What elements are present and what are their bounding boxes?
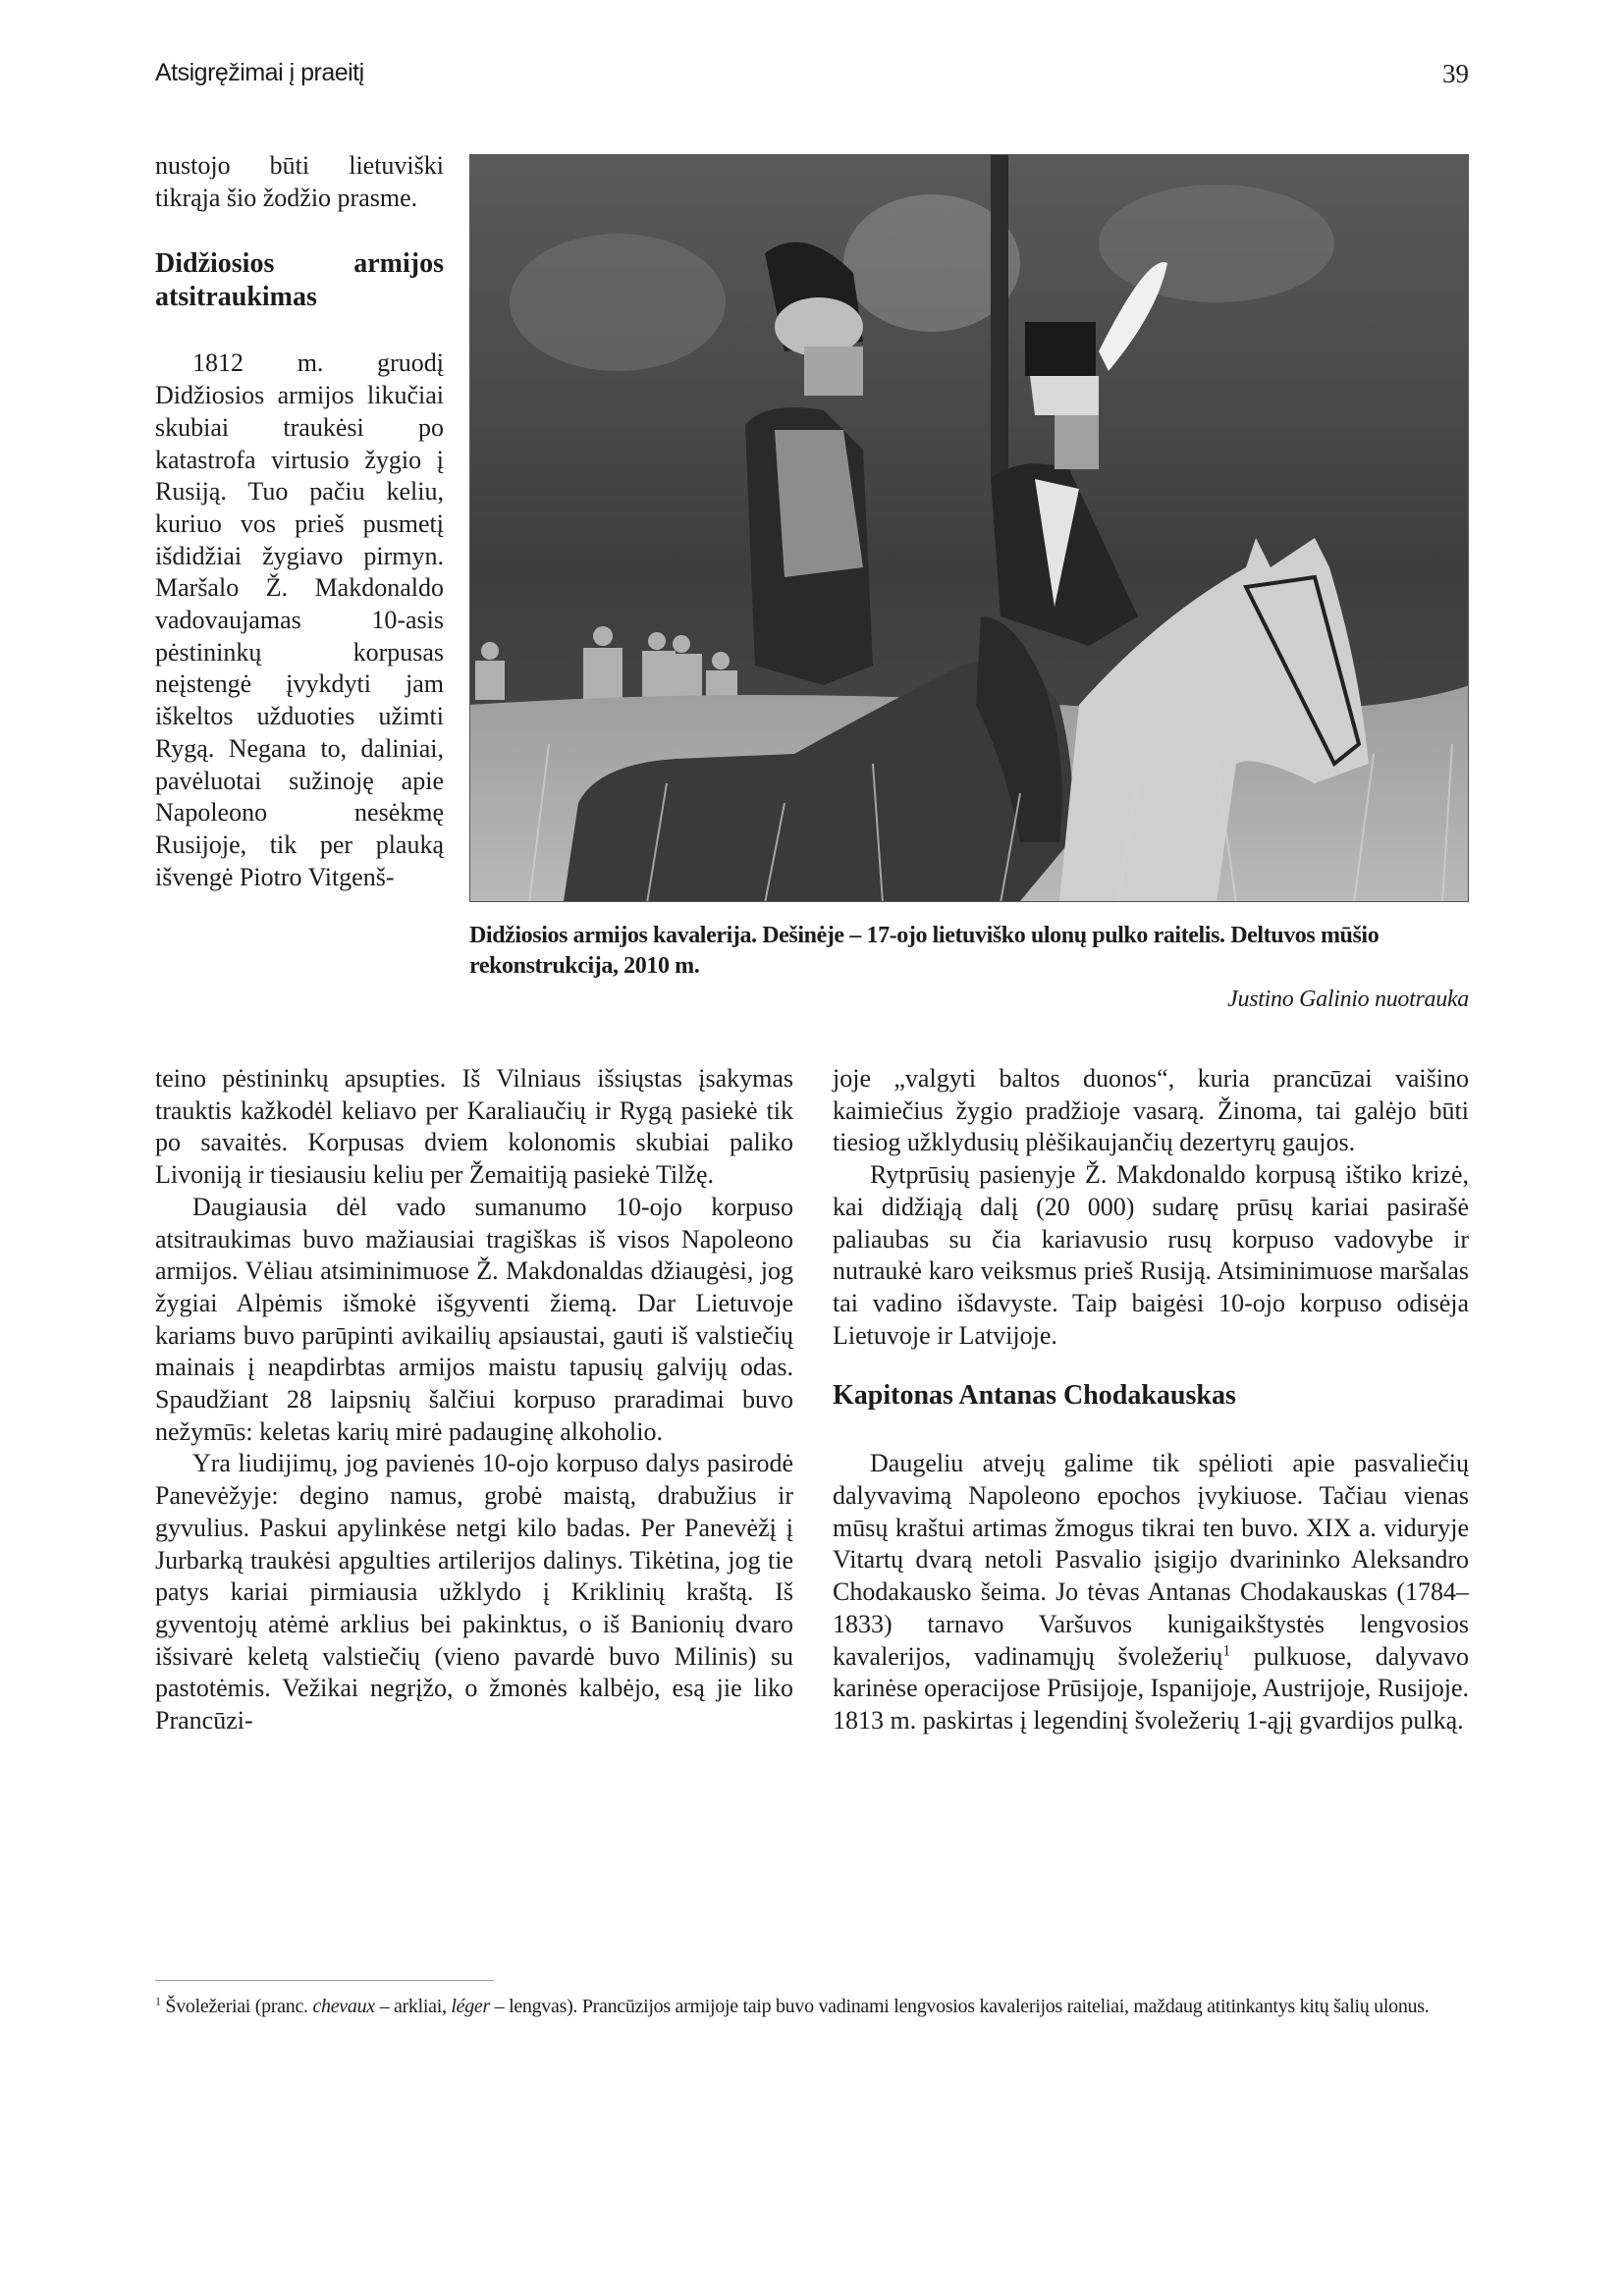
left-column — [155, 1063, 793, 1737]
footnote-marker: 1 — [155, 1994, 161, 2008]
retreat-paragraph-1-continued: teino pėstininkų apsupties. Iš Vilniaus išsiųstas įsakymas trauktis kažkodėl keliavo per Karaliaučių ir Rygą pasiekė tik po savaitės. Korpusas dviem kolonomis skubiai paliko Livoniją ir tiesiausiu keliu per Žemaitiją pasiekė Tilžę. — [155, 1064, 793, 1190]
retreat-paragraph-4: Rytprūsių pasienyje Ž. Makdonaldo korpusą ištiko krizė, kai didžiąją dalį (20 000) sudarę prūsų kariai pasirašė paliaubas su čia kariavusio rusų korpuso vadovybe ir nutraukė karo veiksmus prieš Rusiją. Atsiminimuose maršalas tai vadino išdavyste. Taip baigėsi 10-ojo korpuso odisėja Lietuvoje ir Latvijoje. — [833, 1160, 1469, 1350]
chodakauskas-paragraph-1: Daugeliu atvejų galime tik spėlioti apie pasvaliečių dalyvavimą Napoleono epochos įvykiuose. Tačiau vienas mūsų kraštui artimas žmogus tikrai ten buvo. XIX a. viduryje Vitartų dvarą netoli Pasvalio įsigijo dvarininko Aleksandro Chodakausko šeima. Jo tėvas Antanas Chodakauskas (1784–1833) tarnavo Varšuvos kunigaikštystės lengvosios kavalerijos, vadinamųjų švoležerių$^1$ pulkuose, dalyvavo karinėse operacijose Prūsijoje, Ispanijoje, Austrijoje, Rusijoje. 1813 m. paskirtas į legendinį švoležerių 1-ąjį gvardijos pulką. — [833, 1449, 1469, 1735]
page-number: 39 — [1442, 59, 1469, 88]
narrow-column — [155, 150, 444, 893]
section-heading-retreat-line2: atsitraukimas — [155, 282, 317, 313]
right-column — [833, 1063, 1469, 1737]
photo-credit: Justino Galinio nuotrauka — [1227, 987, 1469, 1012]
retreat-paragraph-1: 1812 m. gruodį Didžiosios armijos likučiai skubiai traukėsi po katastrofa virtusio žygio į Rusiją. Tuo pačiu keliu, kuriuo vos prieš pusmetį išdidžiai žygiavo pirmyn. Maršalo Ž. Makdonaldo vadovaujamas 10-asis pėstininkų korpusas neįstengė įvykdyti jam iškeltos užduoties užimti Rygą. Negana to, daliniai, pavėluotai sužinoję apie Napoleono nesėkmę Rusijoje, tik per plauką išvengė Piotro Vitgenš- — [155, 348, 444, 891]
section-heading-retreat: Didžiosios armijos — [155, 248, 444, 280]
running-title: Atsigręžimai į praeitį — [155, 59, 364, 86]
cavalry-photo-illustration — [470, 155, 1469, 902]
section-heading-chodakauskas: Kapitonas Antanas Chodakauskas — [833, 1380, 1236, 1412]
footnote-separator — [155, 1980, 494, 1981]
retreat-paragraph-2: Daugiausia dėl vado sumanumo 10-ojo korpuso atsitraukimas buvo mažiausiai tragiškas iš visos Napoleono armijos. Vėliau atsiminimuose Ž. Makdonaldas džiaugėsi, jog žygiai Alpėmis išmokė išgyventi žiemą. Dar Lietuvoje kariams buvo parūpinti avikailių apsiaustai, gauti iš valstiečių mainais į neapdirbtas armijos maistu tapusių galvijų odas. Spaudžiant 28 laipsnių šalčiui korpuso praradimai buvo nežymūs: keletas karių mirė padauginę alkoholio. — [155, 1192, 793, 1446]
footnote: $^1$ Švoležeriai (pranc. chevaux – arkliai, léger – lengvas). Prancūzijos armijoje taip buvo vadinami lengvosios kavalerijos raiteliai, maždaug atitinkantys kitų šalių ulonus. — [155, 1994, 1430, 2017]
footnote-reference[interactable]: 1 — [1222, 1641, 1231, 1659]
photo-caption: Didžiosios armijos kavalerija. Dešinėje – 17-ojo lietuviško ulonų pulko raitelis. Deltuvos mūšio rekonstrukcija, 2010 m. — [469, 923, 1380, 979]
retreat-paragraph-3: Yra liudijimų, jog pavienės 10-ojo korpuso dalys pasirodė Panevėžyje: degino namus, grobė maistą, drabužius ir gyvulius. Paskui apylinkėse netgi kilo badas. Per Panevėžį į Jurbarką traukėsi apgulties artilerijos dalinys. Tikėtina, jog tie patys kariai pirmiausia užklydo į Kriklinių kraštą. Iš gyventojų atėmė arklius bei pakinktus, o iš Banionių dvaro išsivarė keletą valstiečių (vieno pavardė buvo Milinis) su pastotėmis. Vežikai negrįžo, o žmonės kalbėjo, esą jie liko Prancūzi- — [155, 1449, 793, 1735]
retreat-paragraph-3-continued: joje „valgyti baltos duonos“, kuria prancūzai vaišino kaimiečius žygio pradžioje vasarą. Žinoma, tai galėjo būti tiesiog užklydusių plėšikaujančių dezertyrų gaujos. — [833, 1064, 1469, 1157]
intro-tail-paragraph: nustojo būti lietuviški tikrąja šio žodžio prasme. — [155, 151, 444, 212]
cavalry-photo — [469, 154, 1469, 902]
